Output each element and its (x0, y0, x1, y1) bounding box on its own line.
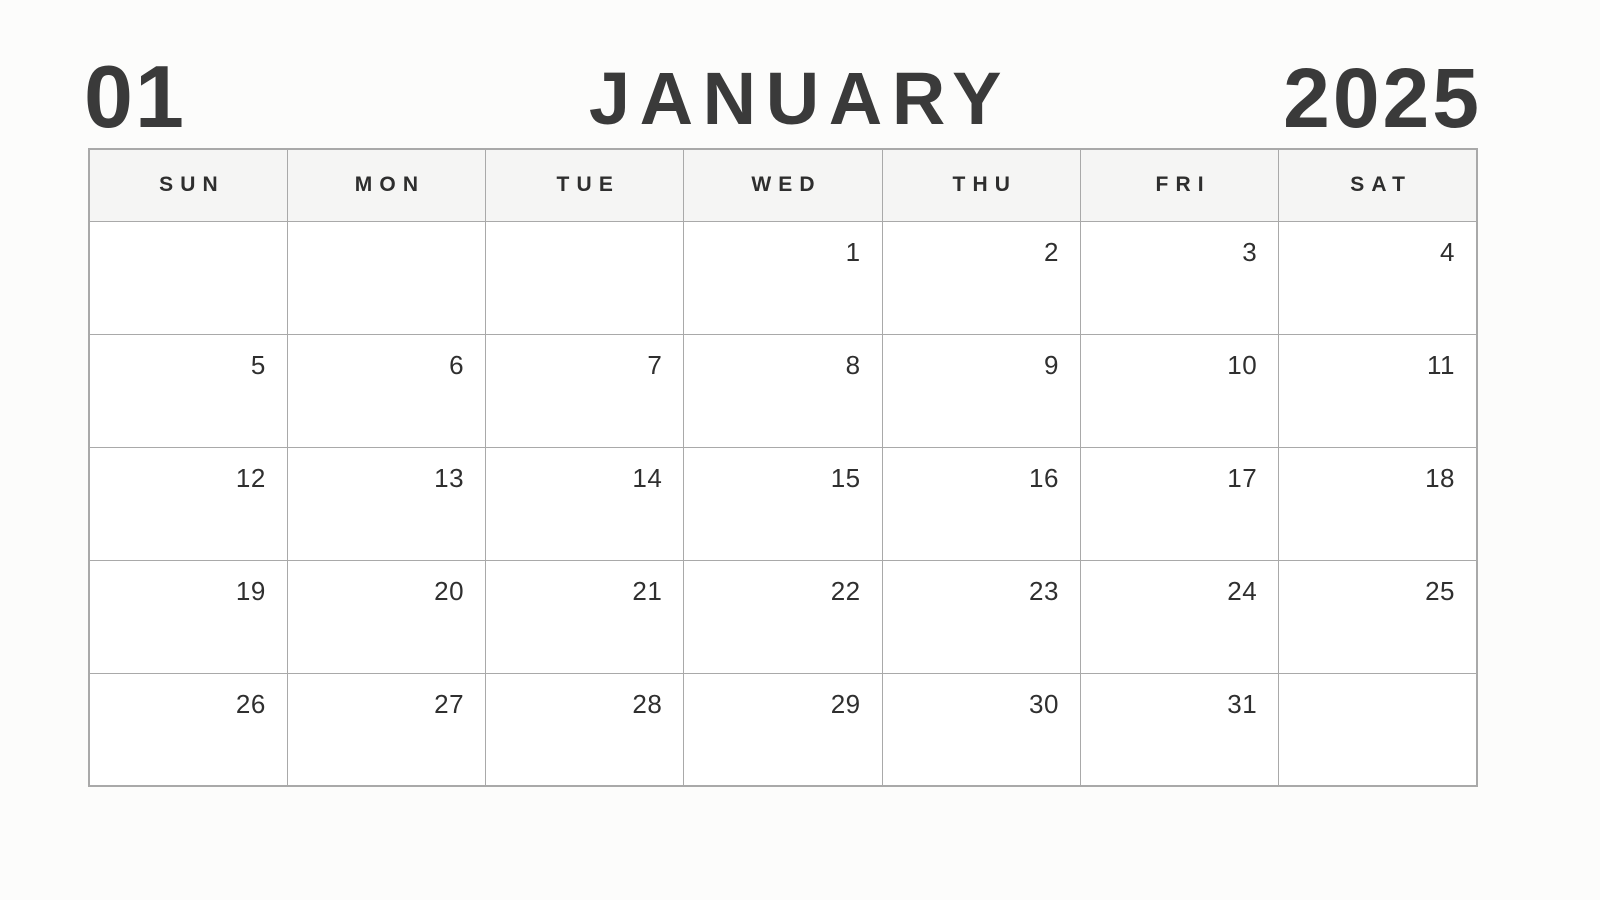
day-number: 7 (647, 349, 663, 380)
day-cell-27 (287, 673, 485, 786)
day-cell-empty (1279, 673, 1477, 786)
day-number: 13 (434, 462, 465, 493)
day-cell-13 (287, 447, 485, 560)
day-cell-25 (1279, 560, 1477, 673)
day-number: 9 (1043, 349, 1059, 380)
weekday-header-row (89, 149, 1477, 221)
day-number: 28 (632, 688, 663, 719)
day-number: 26 (235, 688, 266, 719)
day-number: 12 (235, 462, 266, 493)
calendar-table (88, 148, 1478, 787)
calendar-week-row (89, 560, 1477, 673)
month-title: JANUARY (588, 57, 1012, 140)
day-cell-22 (684, 560, 882, 673)
day-number: 29 (830, 688, 861, 719)
day-number: 21 (632, 575, 663, 606)
day-number: 14 (632, 462, 663, 493)
day-number: 11 (1427, 349, 1455, 380)
day-cell-23 (882, 560, 1080, 673)
weekday-header-thu: THU (882, 149, 1080, 221)
day-cell-8 (684, 334, 882, 447)
calendar-week-row (89, 673, 1477, 786)
day-cell-31 (1080, 673, 1278, 786)
day-cell-7 (486, 334, 684, 447)
weekday-header-sun: SUN (89, 149, 287, 221)
weekday-header-fri: FRI (1080, 149, 1278, 221)
day-cell-14 (486, 447, 684, 560)
day-cell-18 (1279, 447, 1477, 560)
day-number: 15 (830, 462, 861, 493)
weekday-header-wed: WED (684, 149, 882, 221)
day-number: 1 (845, 236, 861, 267)
year-label: 2025 (1283, 51, 1482, 145)
day-number: 27 (434, 688, 465, 719)
day-number: 30 (1028, 688, 1059, 719)
day-cell-29 (684, 673, 882, 786)
day-cell-16 (882, 447, 1080, 560)
day-number: 22 (830, 575, 861, 606)
weekday-header-sat: SAT (1279, 149, 1477, 221)
weekday-header-mon: MON (287, 149, 485, 221)
day-number: 31 (1227, 688, 1258, 719)
day-cell-1 (684, 221, 882, 334)
day-cell-empty (486, 221, 684, 334)
day-number: 10 (1227, 349, 1258, 380)
day-cell-30 (882, 673, 1080, 786)
month-number: 01 (84, 47, 186, 146)
day-cell-15 (684, 447, 882, 560)
day-number: 2 (1043, 236, 1059, 267)
day-cell-11 (1279, 334, 1477, 447)
day-cell-10 (1080, 334, 1278, 447)
day-number: 3 (1242, 236, 1258, 267)
calendar-week-row (89, 221, 1477, 334)
calendar-week-row (89, 334, 1477, 447)
day-number: 6 (449, 349, 465, 380)
day-number: 5 (250, 349, 266, 380)
day-number: 8 (845, 349, 861, 380)
day-number: 25 (1425, 575, 1455, 606)
day-cell-26 (89, 673, 287, 786)
day-cell-2 (882, 221, 1080, 334)
day-number: 17 (1227, 462, 1258, 493)
day-number: 20 (434, 575, 465, 606)
day-number: 24 (1227, 575, 1258, 606)
day-cell-17 (1080, 447, 1278, 560)
day-cell-empty (89, 221, 287, 334)
day-cell-9 (882, 334, 1080, 447)
day-number: 4 (1440, 236, 1455, 267)
day-cell-21 (486, 560, 684, 673)
calendar-grid (88, 148, 1478, 787)
day-cell-6 (287, 334, 485, 447)
day-cell-19 (89, 560, 287, 673)
day-cell-28 (486, 673, 684, 786)
weekday-header-tue: TUE (486, 149, 684, 221)
day-cell-24 (1080, 560, 1278, 673)
day-cell-3 (1080, 221, 1278, 334)
calendar-week-row (89, 447, 1477, 560)
day-cell-4 (1279, 221, 1477, 334)
day-number: 16 (1028, 462, 1059, 493)
day-cell-12 (89, 447, 287, 560)
day-cell-20 (287, 560, 485, 673)
day-cell-5 (89, 334, 287, 447)
day-number: 23 (1028, 575, 1059, 606)
day-number: 19 (235, 575, 266, 606)
day-cell-empty (287, 221, 485, 334)
day-number: 18 (1425, 462, 1455, 493)
